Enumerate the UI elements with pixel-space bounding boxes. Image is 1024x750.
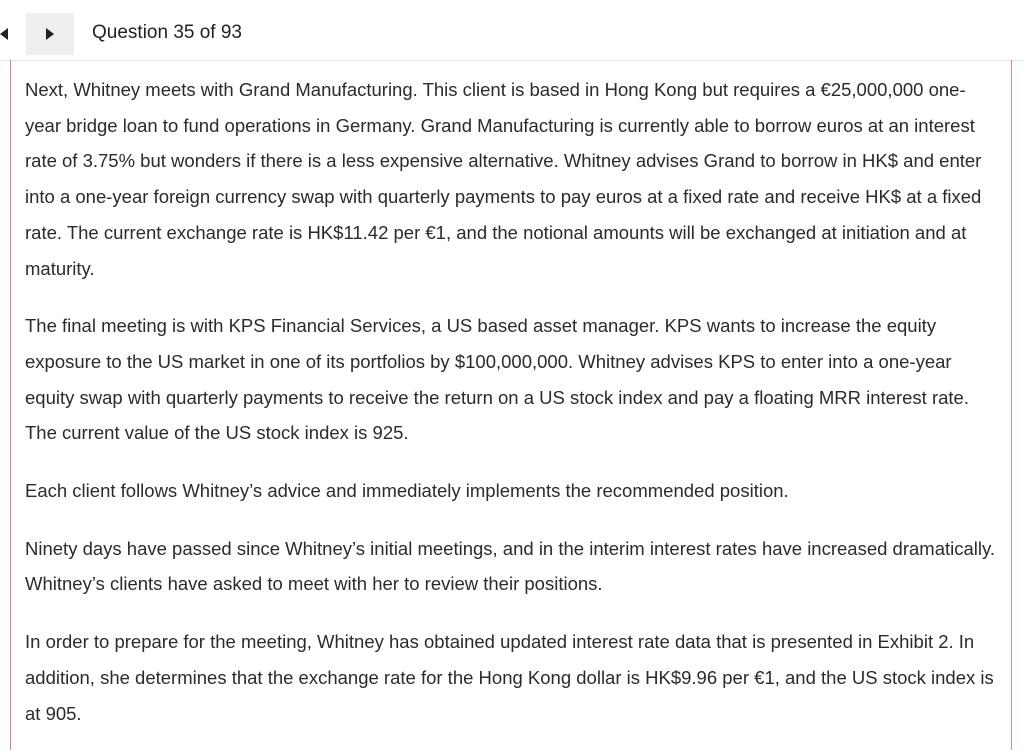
question-passage <box>10 60 1012 750</box>
passage-paragraph-3: Each client follows Whitney’s advice and immediately implements the recommended position. <box>25 480 789 502</box>
passage-paragraph-2: The final meeting is with KPS Financial Services, a US based asset manager. KPS wants to increase the equity exposure to the US market in one of its portfolios by $100,000,000. Whitney advises KPS to enter into a one-year equity swap with quarterly payments to receive the return on a US stock index and pay a floating MRR interest rate. The current value of the US stock index is 925. <box>25 315 969 444</box>
triangle-left-icon <box>0 28 8 40</box>
passage-paragraph-4: Ninety days have passed since Whitney’s initial meetings, and in the interim interest rates have increased dramatically. Whitney’s clients have asked to meet with her to review their positions. <box>25 537 996 595</box>
triangle-right-icon <box>46 28 54 40</box>
passage-paragraph-1: Next, Whitney meets with Grand Manufacturing. This client is based in Hong Kong but requires a €25,000,000 one-year bridge loan to fund operations in Germany. Grand Manufacturing is currently able to borrow euros at an interest rate of 3.75% but wonders if there is a less expensive alternative. Whitney advises Grand to borrow in HK$ and enter into a one-year foreign currency swap with quarterly payments to pay euros at a fixed rate and receive HK$ at a fixed rate. The current exchange rate is HK$11.42 per €1, and the notional amounts will be exchanged at initiation and at maturity. <box>25 79 982 279</box>
question-counter: Question 35 of 93 <box>92 22 242 43</box>
previous-question-button[interactable] <box>0 14 12 54</box>
question-header <box>0 0 1024 61</box>
next-question-button[interactable] <box>26 13 74 55</box>
passage-paragraph-5: In order to prepare for the meeting, Whitney has obtained updated interest rate data that is presented in Exhibit 2. In addition, she determines that the exchange rate for the Hong Kong dollar is HK$9.96 per €1, and the US stock index is at 905. <box>25 631 994 724</box>
